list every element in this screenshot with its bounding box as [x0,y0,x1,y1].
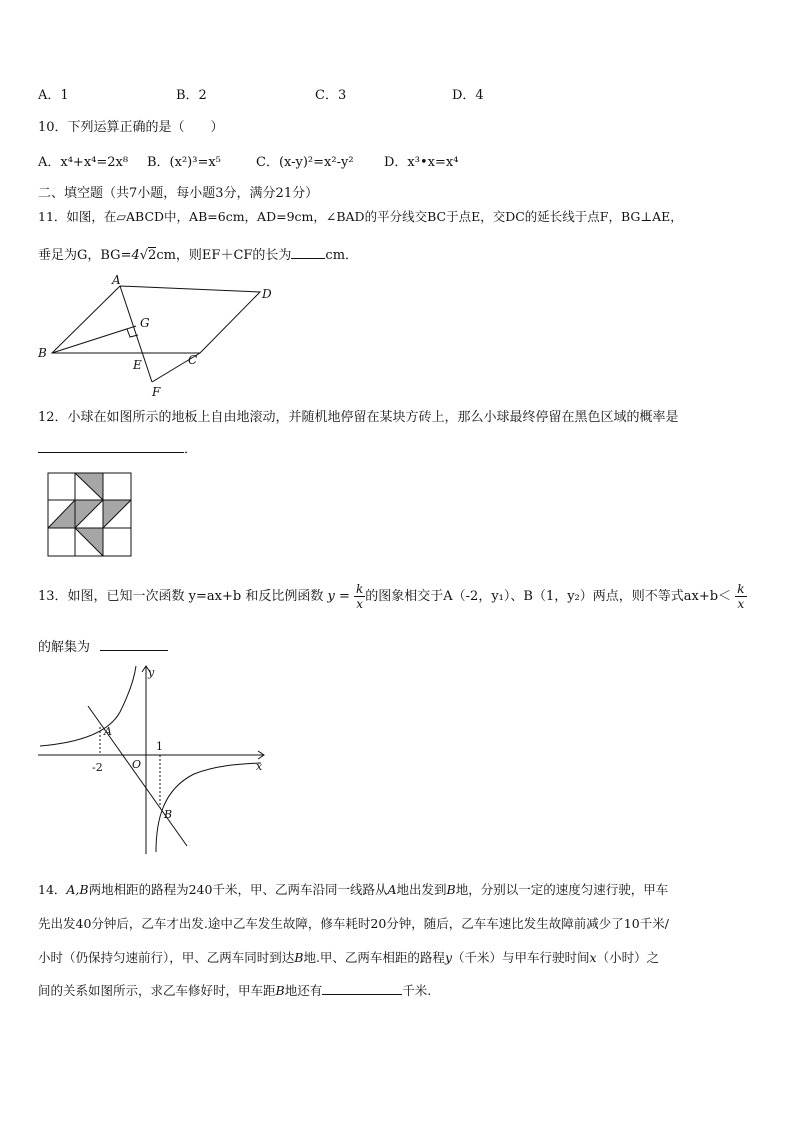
section-heading: 二、填空题（共7小题，每小题3分，满分21分） [38,186,319,201]
q11-parallelogram-figure [30,270,290,400]
q12-line2 [38,438,197,457]
q14-line1: 14．A,B两地相距的路程为240千米，甲、乙两车沿同一线路从A地出发到B地，分别以一定的速度匀速行驶，甲车 [38,882,669,897]
q10-stem: 10．下列运算正确的是（ ） [38,120,224,135]
q13-func-lhs: y = [327,589,350,604]
q11-text-b: cm，则EF＋CF的长为 [156,248,292,263]
label-point-a: A [104,725,112,738]
q10-option-a: A．x⁴+x⁴=2x⁸ [38,155,129,170]
q13-prefix: 13．如图，已知一次函数 y=ax+b 和反比例函数 [38,589,324,604]
var-y: y [444,950,452,965]
radical-arg: 2 [148,248,157,263]
label-e: E [133,358,142,372]
label-c: C [188,353,198,367]
q12-tile-grid-figure [47,472,133,558]
q11-text-c: cm． [325,248,359,263]
var-x: x [589,950,597,965]
q13-function-graph [36,662,276,857]
q12-end: ． [184,442,198,457]
q9-option-c: C．3 [315,88,347,103]
label-a: A [112,273,121,287]
right-angle-mark [127,329,138,337]
q14-line2: 先出发40分钟后，乙车才出发.途中乙车发生故障，修车耗时20分钟，随后，乙车车速比发生故障前减少了10千米/ [38,916,669,931]
sqrt-symbol: √ [139,248,149,263]
var-b: B [446,882,456,897]
q11-answer-blank[interactable] [291,246,325,259]
q10-option-b: B．(x²)³=x⁵ [147,155,221,170]
q11-line1: 11．如图，在▱ABCD中，AB=6cm，AD=9cm，∠BAD的平分线交BC于点E，交DC的延长线于点F，BG⊥AE， [38,209,683,224]
q13-answer-blank[interactable] [100,638,168,651]
label-y: y [148,666,155,679]
q13-fraction-k-over-x-2: $\frac{k}{x}$ [737,582,745,611]
q13-line1 [38,580,747,614]
radical-coef: 4 [131,248,140,263]
label-g: G [140,316,150,330]
q11-line2 [38,244,358,263]
q13-line2 [38,636,168,655]
q10-option-c: C．(x-y)²=x²-y² [256,155,354,170]
q14-line3: 小时（仍保持匀速前行），甲、乙两车同时到达B地.甲、乙两车相距的路程y（千米）与甲车行驶时间x（小时）之 [38,950,660,965]
q13-line2-text: 的解集为 [38,640,91,655]
q12-line1: 12．小球在如图所示的地板上自由地滚动，并随机地停留在某块方砖上，那么小球最终停留在黑色区域的概率是 [38,410,679,425]
label-f: F [152,385,161,399]
tick-label-neg2: -2 [92,761,103,774]
q10-option-d: D．x³•x=x⁴ [384,155,459,170]
var-a: A [387,882,397,897]
label-b: B [38,346,47,360]
q14-answer-blank[interactable] [322,982,402,995]
label-point-b: B [164,808,173,821]
line-bg [52,326,136,353]
q14-line4: 间的关系如图所示，求乙车修好时，甲车距B地还有 千米. [38,983,432,998]
q12-answer-blank[interactable] [38,440,184,453]
line-y-ax-b [88,706,187,846]
q13-middle: 的图象相交于A（-2，y₁）、B（1，y₂）两点，则不等式ax+b＜ [365,589,732,604]
label-origin: O [132,758,142,771]
q13-fraction-k-over-x: $\frac{k}{x}$ [356,582,364,611]
tick-label-1: 1 [156,740,163,753]
q11-text-a: 垂足为G，BG= [38,248,132,263]
q9-option-a: A．1 [38,88,69,103]
q9-option-b: B．2 [176,88,207,103]
label-x: x [256,760,263,773]
var-ab: A,B [66,882,89,897]
label-d: D [262,287,272,301]
q9-option-d: D．4 [452,88,484,103]
